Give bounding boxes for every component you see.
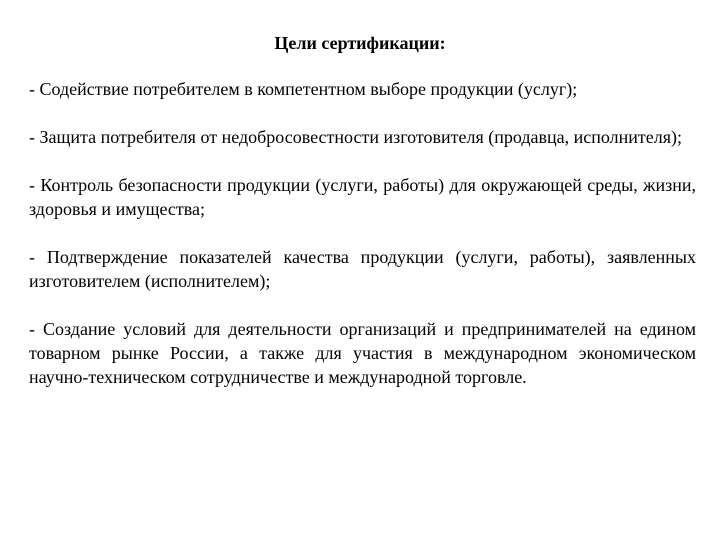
goals-list [29,77,696,413]
slide-title: Цели сертификации: [274,33,446,53]
goal-item-protection: - Защита потребителя от недобросовестности изготовителя (продавца, исполнителя); [29,127,683,147]
goal-item-assistance: - Содействие потребителем в компетентном выборе продукции (услуг); [29,79,578,99]
goal-item-safety-control: - Контроль безопасности продукции (услуги, работы) для окружающей среды, жизни, здоровья и имущества; [29,175,696,219]
goal-item-market-conditions: - Создание условий для деятельности организаций и предпринимателей на едином товарном рынке России, а также для участия в международном экономическом научно-техническом сотрудничестве и международной торговле. [29,319,696,387]
goal-item-quality-confirmation: - Подтверждение показателей качества продукции (услуги, работы), заявленных изготовителем (исполнителем); [29,247,696,291]
